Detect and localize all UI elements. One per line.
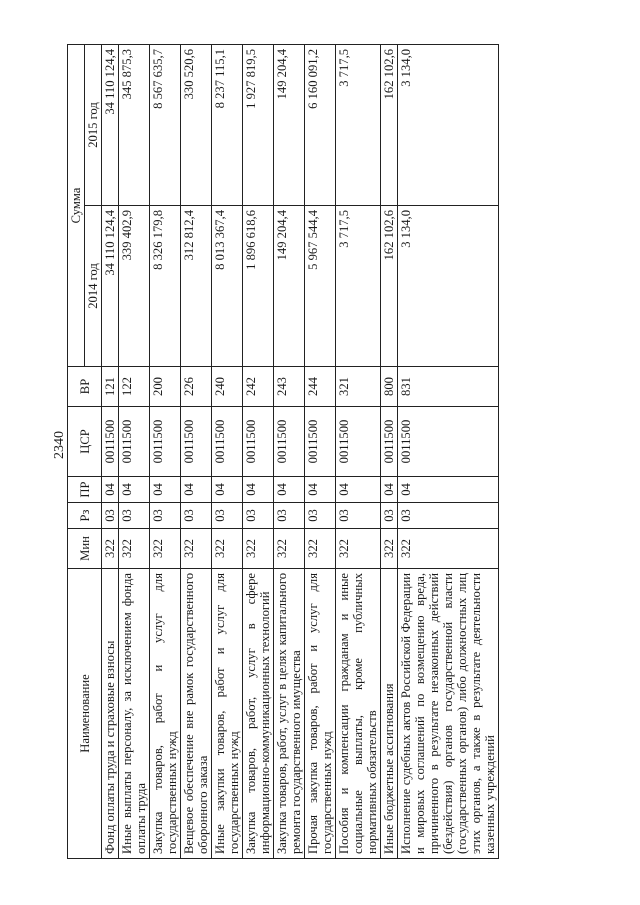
table-row [102, 44, 119, 858]
row-pr: 04 [398, 477, 499, 503]
row-sum-2015: 34 110 124,4 [102, 44, 119, 205]
row-vr: 244 [305, 367, 336, 407]
row-csr: 0011500 [274, 407, 305, 477]
row-min: 322 [381, 529, 398, 569]
header-min: Мин [68, 529, 102, 569]
row-pr: 04 [243, 477, 274, 503]
row-name: Исполнение судебных актов Российской Федерации и мировых соглашений по возмещению вреда, причиненного в результате незаконных действий (бездействия) органов государственной власти (государственных органов) либо должностных лиц этих органов, а также в результате деятельности казенных учреждений [398, 569, 499, 859]
table-row [150, 44, 181, 858]
table-row [336, 44, 381, 858]
row-pr: 04 [119, 477, 150, 503]
page-number: 2340 [52, 431, 67, 459]
row-vr: 242 [243, 367, 274, 407]
row-sum-2014: 8 326 179,8 [150, 206, 181, 367]
row-vr: 240 [212, 367, 243, 407]
row-rz: 03 [150, 503, 181, 529]
row-sum-2015: 3 717,5 [336, 44, 381, 205]
row-rz: 03 [381, 503, 398, 529]
row-sum-2014: 8 013 367,4 [212, 206, 243, 367]
row-name: Пособия и компенсации гражданам и иные социальные выплаты, кроме публичных нормативных обязательств [336, 569, 381, 859]
row-csr: 0011500 [102, 407, 119, 477]
row-vr: 243 [274, 367, 305, 407]
row-sum-2014: 5 967 544,4 [305, 206, 336, 367]
row-min: 322 [305, 529, 336, 569]
row-sum-2014: 3 134,0 [398, 206, 499, 367]
table-header [68, 44, 102, 858]
row-pr: 04 [212, 477, 243, 503]
row-min: 322 [181, 529, 212, 569]
table-row [305, 44, 336, 858]
row-sum-2015: 3 134,0 [398, 44, 499, 205]
row-rz: 03 [119, 503, 150, 529]
row-rz: 03 [336, 503, 381, 529]
row-name: Фонд оплаты труда и страховые взносы [102, 569, 119, 859]
row-name: Вещевое обеспечение вне рамок государственного оборонного заказа [181, 569, 212, 859]
header-vr: ВР [68, 367, 102, 407]
row-rz: 03 [212, 503, 243, 529]
table-row [398, 44, 499, 858]
row-sum-2015: 6 160 091,2 [305, 44, 336, 205]
budget-table [67, 44, 499, 859]
row-vr: 226 [181, 367, 212, 407]
row-pr: 04 [102, 477, 119, 503]
row-sum-2014: 312 812,4 [181, 206, 212, 367]
table-row [181, 44, 212, 858]
row-sum-2015: 330 520,6 [181, 44, 212, 205]
row-rz: 03 [243, 503, 274, 529]
row-min: 322 [274, 529, 305, 569]
row-pr: 04 [305, 477, 336, 503]
row-min: 322 [243, 529, 274, 569]
row-vr: 321 [336, 367, 381, 407]
row-min: 322 [398, 529, 499, 569]
header-year-2015: 2015 год [85, 44, 102, 205]
row-csr: 0011500 [181, 407, 212, 477]
row-vr: 121 [102, 367, 119, 407]
row-pr: 04 [381, 477, 398, 503]
row-name: Закупка товаров, работ, услуг в сфере информационно-коммуникационных технологий [243, 569, 274, 859]
row-vr: 831 [398, 367, 499, 407]
row-pr: 04 [274, 477, 305, 503]
row-sum-2014: 34 110 124,4 [102, 206, 119, 367]
row-sum-2014: 1 896 618,6 [243, 206, 274, 367]
table-row [243, 44, 274, 858]
row-sum-2015: 162 102,6 [381, 44, 398, 205]
row-rz: 03 [305, 503, 336, 529]
header-name: Наименование [68, 569, 102, 859]
row-name: Прочая закупка товаров, работ и услуг для государственных нужд [305, 569, 336, 859]
row-pr: 04 [150, 477, 181, 503]
header-sum: Сумма [68, 44, 85, 366]
header-pr: ПР [68, 477, 102, 503]
row-csr: 0011500 [243, 407, 274, 477]
row-sum-2015: 345 875,3 [119, 44, 150, 205]
row-min: 322 [336, 529, 381, 569]
table-body [102, 44, 499, 858]
row-csr: 0011500 [381, 407, 398, 477]
row-name: Иные бюджетные ассигнования [381, 569, 398, 859]
table-row [274, 44, 305, 858]
row-pr: 04 [181, 477, 212, 503]
header-csr: ЦСР [68, 407, 102, 477]
row-min: 322 [150, 529, 181, 569]
row-sum-2015: 1 927 819,5 [243, 44, 274, 205]
row-vr: 200 [150, 367, 181, 407]
row-rz: 03 [274, 503, 305, 529]
row-sum-2014: 339 402,9 [119, 206, 150, 367]
row-vr: 122 [119, 367, 150, 407]
row-name: Закупка товаров, работ и услуг для государственных нужд [150, 569, 181, 859]
row-sum-2014: 162 102,6 [381, 206, 398, 367]
row-csr: 0011500 [119, 407, 150, 477]
row-min: 322 [212, 529, 243, 569]
table-row [119, 44, 150, 858]
row-pr: 04 [336, 477, 381, 503]
row-min: 322 [119, 529, 150, 569]
row-name: Иные закупки товаров, работ и услуг для государственных нужд [212, 569, 243, 859]
header-rz: Рз [68, 503, 102, 529]
header-year-2014: 2014 год [85, 206, 102, 367]
row-sum-2015: 8 237 115,1 [212, 44, 243, 205]
row-sum-2014: 149 204,4 [274, 206, 305, 367]
table-row [212, 44, 243, 858]
row-vr: 800 [381, 367, 398, 407]
row-csr: 0011500 [398, 407, 499, 477]
row-rz: 03 [181, 503, 212, 529]
row-rz: 03 [102, 503, 119, 529]
row-csr: 0011500 [305, 407, 336, 477]
row-sum-2014: 3 717,5 [336, 206, 381, 367]
table-row [381, 44, 398, 858]
rotated-page-content [67, 45, 573, 859]
row-csr: 0011500 [212, 407, 243, 477]
row-name: Закупка товаров, работ, услуг в целях капитального ремонта государственного имущества [274, 569, 305, 859]
row-rz: 03 [398, 503, 499, 529]
row-name: Иные выплаты персоналу, за исключением фонда оплаты труда [119, 569, 150, 859]
row-min: 322 [102, 529, 119, 569]
row-sum-2015: 149 204,4 [274, 44, 305, 205]
row-csr: 0011500 [150, 407, 181, 477]
row-sum-2015: 8 567 635,7 [150, 44, 181, 205]
row-csr: 0011500 [336, 407, 381, 477]
